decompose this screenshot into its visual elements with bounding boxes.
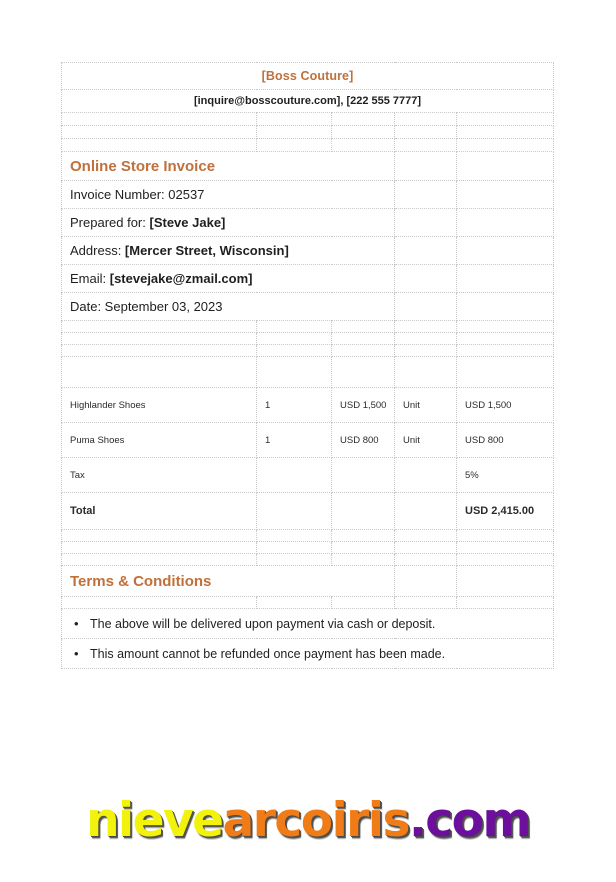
invoice-table — [61, 62, 554, 669]
spacer-cell — [257, 113, 332, 126]
spacer-cell — [457, 321, 554, 333]
brand-name: [Boss Couture] — [261, 69, 354, 83]
spacer-cell — [395, 139, 457, 152]
address — [62, 243, 394, 258]
spacer-row — [62, 113, 554, 126]
info-pad-cell — [457, 265, 554, 293]
item-price: USD 1,500 — [340, 399, 387, 411]
invoice-date: Date: September 03, 2023 — [70, 299, 223, 314]
spacer-cell — [395, 542, 457, 554]
cell-quantity — [257, 423, 332, 458]
terms-pad-cell — [395, 566, 457, 597]
page-title: Online Store Invoice — [70, 157, 216, 175]
email-value: [stevejake@zmail.com] — [109, 271, 253, 286]
grand-total-label: Total — [70, 505, 96, 517]
invoice-number-row — [62, 181, 554, 209]
list-item — [62, 617, 553, 631]
spacer-cell — [257, 333, 332, 345]
info-pad-cell — [395, 293, 457, 321]
item-description: Highlander Shoes — [70, 399, 146, 411]
spacer-cell — [457, 113, 554, 126]
address-cell — [62, 237, 395, 265]
section-title-pad-cell — [395, 152, 457, 181]
cell-description — [62, 458, 257, 493]
table-row-grand-total — [62, 493, 554, 530]
address-row — [62, 237, 554, 265]
tax-rate: 5% — [465, 469, 479, 481]
address-value: [Mercer Street, Wisconsin] — [124, 243, 289, 258]
item-quantity: 1 — [265, 399, 271, 411]
info-pad-cell — [395, 265, 457, 293]
terms-bullet-row — [62, 609, 554, 639]
spacer-row — [62, 542, 554, 554]
info-pad-cell — [395, 209, 457, 237]
info-pad-cell — [395, 181, 457, 209]
spacer-cell — [395, 554, 457, 566]
prepared-for — [62, 215, 394, 230]
terms-title: Terms & Conditions — [70, 572, 212, 590]
spacer-cell — [257, 139, 332, 152]
terms-pad-cell — [457, 566, 554, 597]
spacer-cell — [332, 139, 395, 152]
spacer-cell — [62, 530, 257, 542]
cell-total-value — [457, 493, 554, 530]
spacer-row — [62, 139, 554, 152]
spacer-cell — [332, 333, 395, 345]
cell-price — [332, 388, 395, 423]
header-total-cell — [457, 357, 554, 388]
cell-price — [332, 458, 395, 493]
spacer-cell — [62, 321, 257, 333]
header-quantity-cell — [257, 357, 332, 388]
prepared-for-cell — [62, 209, 395, 237]
cell-total-label — [62, 493, 257, 530]
tax-label: Tax — [70, 469, 85, 481]
grand-total-value: USD 2,415.00 — [465, 505, 535, 517]
item-price: USD 800 — [340, 434, 379, 446]
header-quantity: Quantity — [265, 366, 308, 378]
spacer-cell — [257, 321, 332, 333]
item-total: USD 800 — [465, 434, 504, 446]
date-cell — [62, 293, 395, 321]
invoice-number: Invoice Number: 02537 — [70, 187, 205, 202]
spacer-cell — [332, 126, 395, 139]
spacer-row — [62, 321, 554, 333]
prepared-for-value: [Steve Jake] — [149, 215, 226, 230]
info-pad-cell — [457, 293, 554, 321]
spacer-row — [62, 345, 554, 357]
spacer-row — [62, 126, 554, 139]
header-description-cell — [62, 357, 257, 388]
prepared-for-row — [62, 209, 554, 237]
info-pad-cell — [457, 237, 554, 265]
header-unit-cell — [395, 357, 457, 388]
spacer-cell — [62, 345, 257, 357]
spacer-cell — [332, 597, 395, 609]
spacer-cell — [62, 113, 257, 126]
spacer-cell — [395, 530, 457, 542]
spacer-cell — [457, 597, 554, 609]
spacer-cell — [395, 113, 457, 126]
spacer-cell — [62, 542, 257, 554]
invoice-number-cell — [62, 181, 395, 209]
table-row — [62, 423, 554, 458]
spacer-cell — [62, 126, 257, 139]
watermark-part-3: .com — [408, 793, 530, 848]
table-row — [62, 388, 554, 423]
spacer-cell — [62, 597, 257, 609]
brand-contact-row — [62, 90, 554, 113]
cell-unit — [395, 388, 457, 423]
spacer-cell — [457, 530, 554, 542]
brand-header-row — [62, 63, 554, 90]
terms-bullet-cell — [62, 609, 554, 639]
spacer-cell — [457, 345, 554, 357]
spacer-cell — [395, 345, 457, 357]
watermark-part-1: nieve — [86, 793, 223, 848]
section-title-cell — [62, 152, 395, 181]
cell-quantity — [257, 388, 332, 423]
info-pad-cell — [457, 181, 554, 209]
header-price-cell — [332, 357, 395, 388]
spacer-cell — [257, 126, 332, 139]
spacer-cell — [457, 542, 554, 554]
table-row-tax — [62, 458, 554, 493]
cell-quantity — [257, 458, 332, 493]
spacer-cell — [62, 139, 257, 152]
items-header-row — [62, 357, 554, 388]
cell-total — [457, 388, 554, 423]
header-total: Total — [465, 366, 490, 378]
date-row — [62, 293, 554, 321]
header-price: Price — [340, 366, 366, 378]
cell-blank — [395, 493, 457, 530]
terms-bullet-cell — [62, 639, 554, 669]
cell-total — [457, 423, 554, 458]
spacer-cell — [257, 542, 332, 554]
spacer-cell — [332, 542, 395, 554]
item-unit: Unit — [403, 399, 420, 411]
spacer-cell — [395, 321, 457, 333]
spacer-row — [62, 554, 554, 566]
item-description: Puma Shoes — [70, 434, 125, 446]
terms-text: The above will be delivered upon payment via cash or deposit. — [90, 616, 436, 631]
bullet-icon: • — [74, 616, 79, 631]
watermark-part-2: arcoiris — [222, 793, 409, 848]
spacer-cell — [257, 530, 332, 542]
cell-description — [62, 423, 257, 458]
address-label: Address: — [70, 243, 125, 258]
spacer-row — [62, 530, 554, 542]
email-row — [62, 265, 554, 293]
spacer-cell — [395, 126, 457, 139]
spacer-cell — [332, 345, 395, 357]
cell-description — [62, 388, 257, 423]
spacer-cell — [395, 333, 457, 345]
cell-unit — [395, 423, 457, 458]
spacer-cell — [62, 333, 257, 345]
section-title-row — [62, 152, 554, 181]
spacer-cell — [457, 554, 554, 566]
spacer-cell — [332, 321, 395, 333]
spacer-cell — [457, 139, 554, 152]
spacer-cell — [332, 530, 395, 542]
spacer-cell — [457, 126, 554, 139]
terms-title-cell — [62, 566, 395, 597]
item-total: USD 1,500 — [465, 399, 512, 411]
terms-title-row — [62, 566, 554, 597]
list-item — [62, 647, 553, 661]
terms-bullet-row — [62, 639, 554, 669]
cell-blank — [332, 493, 395, 530]
spacer-cell — [257, 554, 332, 566]
spacer-cell — [332, 554, 395, 566]
spacer-row — [62, 333, 554, 345]
brand-contact: [inquire@bosscouture.com], [222 555 7777] — [193, 95, 422, 107]
spacer-cell — [257, 345, 332, 357]
spacer-cell — [257, 597, 332, 609]
spacer-row — [62, 597, 554, 609]
info-pad-cell — [457, 209, 554, 237]
terms-text: This amount cannot be refunded once payment has been made. — [90, 646, 446, 661]
brand-contact-cell — [62, 90, 554, 113]
info-pad-cell — [395, 237, 457, 265]
email — [62, 271, 394, 286]
spacer-cell — [62, 554, 257, 566]
item-quantity: 1 — [265, 434, 271, 446]
bullet-icon: • — [74, 646, 79, 661]
spacer-cell — [395, 597, 457, 609]
email-label: Email: — [70, 271, 110, 286]
header-description: Description — [70, 366, 128, 378]
prepared-for-label: Prepared for: — [70, 215, 150, 230]
brand-name-cell — [62, 63, 554, 90]
item-unit: Unit — [403, 434, 420, 446]
spacer-cell — [332, 113, 395, 126]
watermark-logo — [0, 793, 616, 848]
cell-price — [332, 423, 395, 458]
section-title-pad-cell — [457, 152, 554, 181]
cell-blank — [257, 493, 332, 530]
cell-unit — [395, 458, 457, 493]
cell-total — [457, 458, 554, 493]
email-cell — [62, 265, 395, 293]
spacer-cell — [457, 333, 554, 345]
